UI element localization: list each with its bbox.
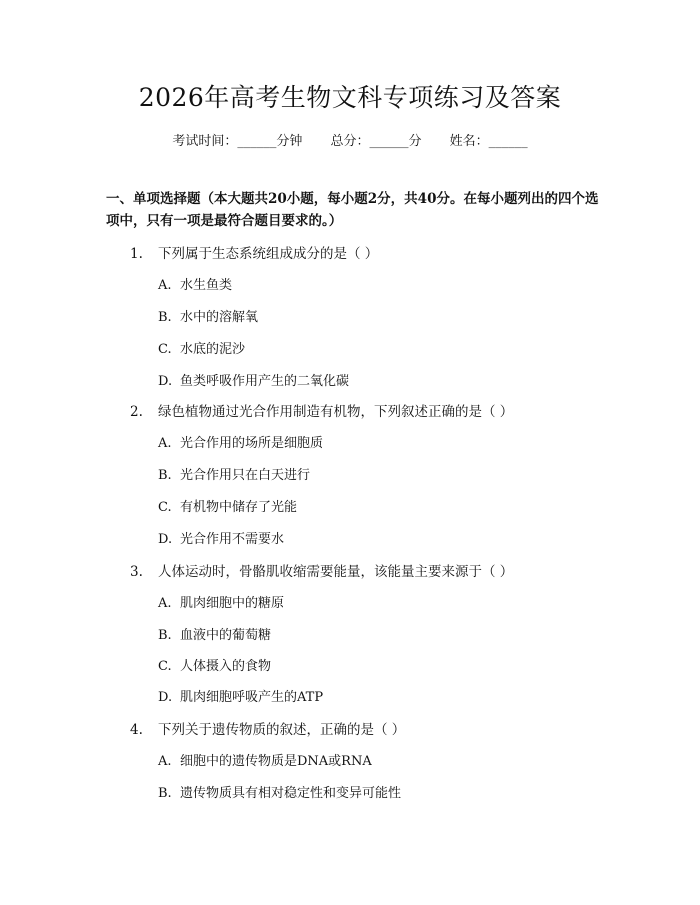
question-number: 1. bbox=[130, 246, 143, 262]
option-label: B. bbox=[158, 468, 172, 483]
option-1c bbox=[158, 340, 245, 360]
option-text: 遗传物质具有相对稳定性和变异可能性 bbox=[180, 786, 402, 801]
student-name: 姓名：______ bbox=[449, 134, 528, 149]
option-text: 水生鱼类 bbox=[180, 278, 233, 293]
total-score: 总分：______分 bbox=[330, 134, 422, 149]
option-text: 肌肉细胞呼吸产生的ATP bbox=[180, 690, 324, 705]
option-1b bbox=[158, 308, 258, 328]
exam-time: 考试时间：______分钟 bbox=[172, 134, 303, 149]
option-label: B. bbox=[158, 628, 172, 643]
option-text: 鱼类呼吸作用产生的二氧化碳 bbox=[180, 374, 350, 389]
option-4a bbox=[158, 752, 372, 772]
option-3a bbox=[158, 594, 284, 614]
option-label: B. bbox=[158, 786, 172, 801]
option-label: A. bbox=[158, 754, 172, 769]
question-2 bbox=[130, 402, 513, 422]
option-1d bbox=[158, 372, 349, 392]
option-2b bbox=[158, 466, 310, 486]
exam-meta bbox=[0, 132, 700, 152]
page-title: 2026年高考生物文科专项练习及答案 bbox=[138, 83, 562, 112]
option-text: 人体摄入的食物 bbox=[180, 659, 272, 674]
question-stem: 下列属于生态系统组成成分的是（ ） bbox=[158, 246, 379, 262]
option-text: 光合作用不需要水 bbox=[180, 532, 285, 547]
option-text: 光合作用的场所是细胞质 bbox=[180, 436, 324, 451]
section-heading: 一、单项选择题（本大题共20小题，每小题2分，共40分。在每小题列出的四个选项中，只有一项是最符合题目要求的。） bbox=[106, 191, 599, 229]
option-3d bbox=[158, 688, 323, 708]
option-label: D. bbox=[158, 532, 173, 547]
option-text: 肌肉细胞中的糖原 bbox=[180, 596, 285, 611]
question-number: 3. bbox=[130, 564, 143, 580]
option-label: B. bbox=[158, 310, 172, 325]
option-text: 光合作用只在白天进行 bbox=[180, 468, 311, 483]
question-stem: 下列关于遗传物质的叙述，正确的是（ ） bbox=[158, 722, 406, 738]
option-4b bbox=[158, 784, 401, 804]
option-label: A. bbox=[158, 278, 172, 293]
option-text: 有机物中储存了光能 bbox=[180, 500, 298, 515]
option-label: A. bbox=[158, 436, 172, 451]
option-label: D. bbox=[158, 690, 173, 705]
option-3c bbox=[158, 657, 271, 677]
option-label: C. bbox=[158, 342, 172, 357]
question-1 bbox=[130, 244, 378, 264]
option-1a bbox=[158, 276, 232, 296]
question-4 bbox=[130, 720, 405, 740]
question-number: 2. bbox=[130, 404, 143, 420]
question-stem: 人体运动时，骨骼肌收缩需要能量，该能量主要来源于（ ） bbox=[158, 564, 514, 580]
option-3b bbox=[158, 626, 271, 646]
question-3 bbox=[130, 562, 513, 582]
question-number: 4. bbox=[130, 722, 143, 738]
option-2a bbox=[158, 434, 323, 454]
option-text: 水中的溶解氧 bbox=[180, 310, 259, 325]
option-label: D. bbox=[158, 374, 173, 389]
option-label: A. bbox=[158, 596, 172, 611]
option-label: C. bbox=[158, 500, 172, 515]
option-label: C. bbox=[158, 659, 172, 674]
option-text: 水底的泥沙 bbox=[180, 342, 246, 357]
question-stem: 绿色植物通过光合作用制造有机物，下列叙述正确的是（ ） bbox=[158, 404, 514, 420]
option-text: 血液中的葡萄糖 bbox=[180, 628, 272, 643]
option-2d bbox=[158, 530, 284, 550]
option-text: 细胞中的遗传物质是DNA或RNA bbox=[180, 754, 372, 769]
option-2c bbox=[158, 498, 297, 518]
